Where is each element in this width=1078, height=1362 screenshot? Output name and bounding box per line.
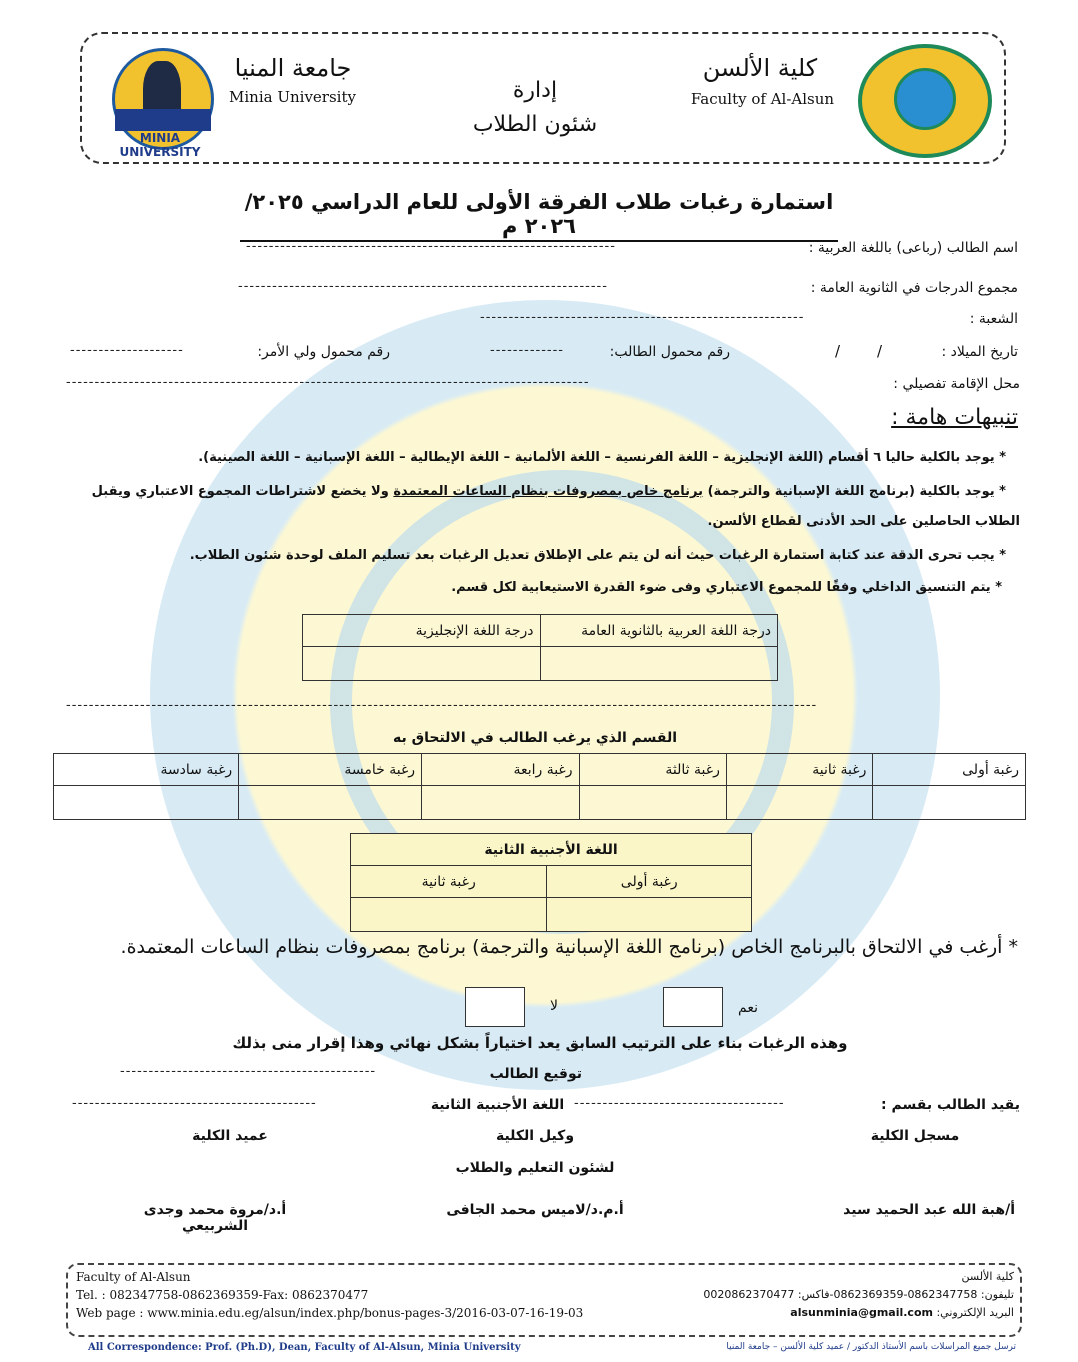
second-language-choice-header: رغبة ثانية — [351, 866, 547, 898]
admin-title-line2: شئون الطلاب — [472, 112, 598, 137]
minia-name-english: Minia University — [229, 88, 356, 106]
birth-date-separator: / — [835, 342, 841, 360]
dept-choice-header: رغبة أولى — [873, 754, 1026, 786]
admin-title-line1: إدارة — [512, 78, 558, 103]
vice-dean-name: أ.م.د/لاميس محمد الجافى — [446, 1202, 624, 1218]
footer-ar-email — [714, 1306, 1014, 1319]
english-grade-header: درجة اللغة الإنجليزية — [303, 615, 541, 647]
guardian-mobile-field[interactable]: -------------------- — [70, 343, 184, 358]
registrar-title: مسجل الكلية — [870, 1128, 960, 1144]
second-language-choice-header: رغبة أولى — [547, 866, 752, 898]
guardian-mobile-label: رقم محمول ولي الأمر: — [257, 344, 390, 360]
footer-email-label: البريد الإلكتروني: — [936, 1306, 1014, 1319]
faculty-logo — [858, 44, 992, 158]
footer-email[interactable]: alsunminia@gmail.com — [790, 1306, 933, 1319]
footer-ar-tel: تليفون: 0862347758-0862369359-فاكس: 0020862370477 — [703, 1288, 1014, 1301]
dept-choice-cell[interactable] — [54, 786, 239, 820]
note-accuracy: * يجب تحرى الدقة عند كتابة استمارة الرغبات حيث أنه لن يتم على الإطلاق تعديل الرغبات بعد تسليم الملف لوحدة شئون الطلاب. — [189, 548, 1006, 563]
section-divider: ------------------------------------------------------------------------------------------------------------------------------------ — [66, 698, 818, 713]
english-grade-cell[interactable] — [303, 647, 541, 681]
student-mobile-label: رقم محمول الطالب: — [609, 344, 730, 360]
program-statement: * أرغب في الالتحاق بالبرنامج الخاص (برنامج اللغة الإسبانية والترجمة) برنامج بمصروفات بنظام الساعات المعتمدة. — [120, 936, 1018, 958]
enrolled-dept-label: يقيد الطالب بقسم : — [881, 1097, 1020, 1113]
vice-dean-subtitle: لشئون التعليم والطلاب — [455, 1160, 615, 1176]
note-departments: * يوجد بالكلية حاليا ٦ أقسام (اللغة الإنجليزية – اللغة الفرنسية – اللغة الألمانية – اللغة الإيطالية – اللغة الإسبانية – اللغة الصينية). — [198, 450, 1006, 465]
address-field[interactable]: -------------------------------------------------------------------------------------------- — [66, 375, 590, 390]
total-grades-field[interactable]: ----------------------------------------------------------------- — [238, 279, 608, 294]
enrolled-second-language-field[interactable]: ------------------------------------------- — [72, 1096, 317, 1111]
dept-table-title: القسم الذي يرغب الطالب في الالتحاق به — [392, 730, 678, 746]
second-language-table — [350, 833, 752, 932]
minia-name-arabic: جامعة المنيا — [234, 54, 352, 82]
footer-correspondence-ar: ترسل جميع المراسلات باسم الأستاذ الدكتور / عميد كلية الألسن – جامعة المنيا — [726, 1342, 1016, 1352]
dept-choice-cell[interactable] — [422, 786, 579, 820]
birth-date-separator: / — [877, 342, 883, 360]
student-mobile-field[interactable]: ------------- — [490, 343, 564, 358]
student-name-field[interactable]: ----------------------------------------------------------------- — [246, 239, 616, 254]
notes-heading: تنبيهات هامة : — [891, 405, 1018, 430]
grades-table — [302, 614, 778, 681]
footer-en-tel: Tel. : 082347758-0862369359-Fax: 0862370477 — [76, 1288, 369, 1302]
yes-checkbox[interactable] — [663, 987, 723, 1027]
form-title: استمارة رغبات طلاب الفرقة الأولى للعام الدراسي ٢٠٢٥/ ٢٠٢٦ م — [240, 190, 838, 242]
registrar-name: أ/هبة الله عبد الحميد سيد — [843, 1202, 1015, 1218]
enrolled-second-language-label: اللغة الأجنبية الثانية — [430, 1097, 565, 1113]
dept-choice-header: رغبة ثالثة — [579, 754, 726, 786]
dept-choice-header: رغبة خامسة — [239, 754, 422, 786]
note-program-part3: ولا يخضع لاشتراطات المجموع الاعتباري ويقبل — [91, 484, 389, 499]
footer-en-web[interactable]: Web page : www.minia.edu.eg/alsun/index.php/bonus-pages-3/2016-03-07-16-19-03 — [76, 1306, 584, 1320]
arabic-grade-cell[interactable] — [540, 647, 778, 681]
signature-label: توقيع الطالب — [489, 1066, 582, 1082]
student-name-label: اسم الطالب (رباعى) باللغة العربية : — [808, 240, 1018, 256]
note-coordination: * يتم التنسيق الداخلي وفقًا للمجموع الاعتباري وفى ضوء القدرة الاستيعابية لكل قسم. — [451, 580, 1002, 595]
dean-name: أ.د/مروة محمد وجدى الشربيعي — [143, 1202, 287, 1234]
note-program-part1: * يوجد بالكلية (برنامج اللغة الإسبانية والترجمة) — [707, 484, 1006, 499]
division-label: الشعبة : — [969, 311, 1018, 327]
dept-choice-cell[interactable] — [239, 786, 422, 820]
faculty-name-english: Faculty of Al-Alsun — [690, 90, 835, 108]
second-language-choice-cell[interactable] — [547, 898, 752, 932]
minia-logo-text: MINIA UNIVERSITY — [119, 131, 201, 159]
footer-en-name: Faculty of Al-Alsun — [76, 1270, 191, 1284]
division-field[interactable]: --------------------------------------------------------- — [480, 310, 805, 325]
second-language-title: اللغة الأجنبية الثانية — [351, 834, 752, 866]
vice-dean-title: وكيل الكلية — [495, 1128, 575, 1144]
address-label: محل الإقامة تفصيلي : — [893, 376, 1020, 392]
note-program-continued: الطلاب الحاصلين على الحد الأدنى لقطاع الألسن. — [707, 514, 1020, 529]
dept-choice-header: رغبة ثانية — [726, 754, 873, 786]
no-label: لا — [550, 998, 558, 1014]
footer-ar-name: كلية الألسن — [961, 1270, 1014, 1283]
note-program — [46, 484, 1006, 499]
dept-choice-header: رغبة رابعة — [422, 754, 579, 786]
faculty-name-arabic: كلية الألسن — [702, 54, 818, 82]
dept-choice-cell[interactable] — [873, 786, 1026, 820]
arabic-grade-header: درجة اللغة العربية بالثانوية العامة — [540, 615, 778, 647]
yes-label: نعم — [738, 1000, 758, 1016]
signature-field[interactable]: --------------------------------------------- — [120, 1064, 377, 1079]
birth-date-label: تاريخ الميلاد : — [941, 344, 1018, 360]
dept-choice-cell[interactable] — [579, 786, 726, 820]
footer-correspondence-en: All Correspondence: Prof. (Ph.D), Dean, Faculty of Al-Alsun, Minia University — [88, 1342, 521, 1353]
dept-choice-cell[interactable] — [726, 786, 873, 820]
declaration: وهذه الرغبات بناء على الترتيب السابق يعد اختياراً بشكل نهائي وهذا إقرار منى بذلك — [232, 1034, 848, 1052]
department-preferences-table — [53, 753, 1026, 820]
no-checkbox[interactable] — [465, 987, 525, 1027]
note-program-part2: برنامج خاص بمصروفات بنظام الساعات المعتمدة — [393, 484, 704, 499]
second-language-choice-cell[interactable] — [351, 898, 547, 932]
total-grades-label: مجموع الدرجات في الثانوية العامة : — [810, 280, 1018, 296]
dean-title: عميد الكلية — [192, 1128, 268, 1144]
dept-choice-header: رغبة سادسة — [54, 754, 239, 786]
enrolled-dept-field[interactable]: ------------------------------------- — [574, 1096, 785, 1111]
